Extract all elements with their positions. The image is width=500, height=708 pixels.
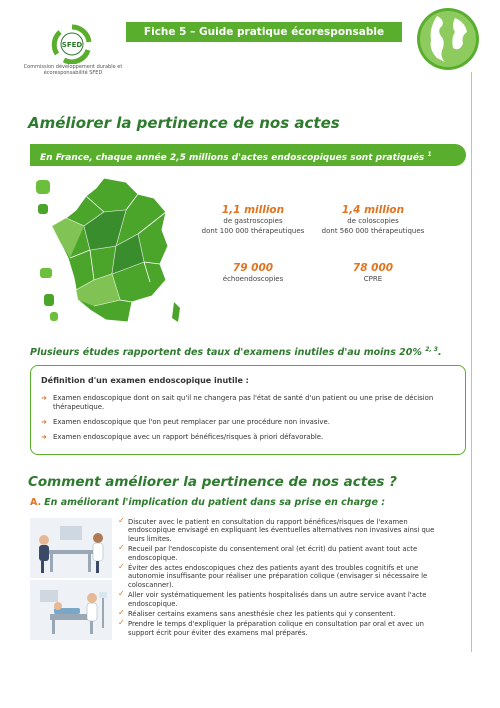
checkmark-icon: ✓ [118,618,125,628]
checkmark-icon: ✓ [118,543,125,553]
definition-item [41,418,455,427]
france-map [34,172,186,332]
stat-desc-line1: CPRE [363,275,383,283]
stat-value: 79 000 [232,262,274,274]
stats-banner [30,144,466,166]
studies-end: . [437,347,442,359]
checklist-item [118,610,452,618]
checklist-item [118,564,452,589]
logo-text: SFED [61,41,83,49]
definition-item-text: Examen endoscopique avec un rapport bénéfices/risques à priori défavorable. [53,433,324,441]
definition-box [30,365,466,455]
stat-value: 78 000 [352,262,394,274]
checklist-item [118,620,452,637]
checkmark-icon: ✓ [118,516,125,525]
arrow-right-icon: ➜ [41,418,47,426]
consultation-illustration [30,518,112,578]
checklist-item-text: Prendre le temps d'expliquer la préparation colique en consultation par oral et avec un support écrit pour éviter des examens mal préparés. [128,620,424,637]
definition-item [41,433,455,442]
checklist-item-text: Aller voir systématiquement les patients hospitalisés dans un autre service avant l'acte endoscopique. [128,591,427,608]
checklist-item [118,518,452,543]
stat-cpre [298,262,448,284]
dom-tom-islands [36,180,58,321]
arrow-right-icon: ➜ [41,433,47,441]
stat-value: 1,4 million [341,204,405,216]
checklist-item-text: Discuter avec le patient en consultation du rapport bénéfices/risques de l'examen endoscopique envisagé en expliquant les éventuelles alternatives non invasives ainsi que leurs limites. [128,518,435,543]
checklist-item [118,545,452,562]
stat-desc-line1: de coloscopies [347,217,399,225]
stats-banner-text: En France, chaque année 2,5 millions d'actes endoscopiques sont pratiqués [40,153,425,163]
stats-banner-ref: 1 [427,151,432,158]
org-caption: Commission développement durable et écoresponsabilité SFED [23,64,123,76]
checklist [118,518,452,639]
stat-coloscopies [298,204,448,236]
stat-desc-line2: dont 560 000 thérapeutiques [321,227,425,235]
globe-icon [415,6,481,72]
definition-item-text: Examen endoscopique que l'on peut remplacer par une procédure non invasive. [53,418,330,426]
stat-desc-line2: dont 100 000 thérapeutiques [201,227,305,235]
subsection-letter: A. [30,497,42,508]
fiche-title: Fiche 5 – Guide pratique écoresponsable [126,22,402,42]
stat-value: 1,1 million [221,204,285,216]
checkmark-icon: ✓ [118,562,125,572]
definition-title: Définition d'un examen endoscopique inutile : [41,376,249,385]
sfed-logo [44,24,100,64]
checklist-item-text: Recueil par l'endoscopiste du consentement oral (et écrit) du patient avant tout acte endoscopique. [128,545,418,562]
subsection-a-title [30,497,385,508]
checkmark-icon: ✓ [118,589,125,599]
subsection-text: En améliorant l'implication du patient dans sa prise en charge : [44,497,386,508]
studies-ref: 2, 3 [425,346,438,353]
stat-desc-line1: de gastroscopies [223,217,283,225]
section-title-how: Comment améliorer la pertinence de nos actes ? [28,474,397,490]
checklist-item-text: Réaliser certains examens sans anesthésie chez les patients qui y consentent. [128,610,396,619]
checkmark-icon: ✓ [118,608,125,618]
section-title-pertinence: Améliorer la pertinence de nos actes [28,114,340,132]
hospital-illustration [30,580,112,640]
stat-desc-line1: échoendoscopies [222,275,284,283]
side-divider [471,72,472,652]
definition-item [41,394,455,412]
studies-statement [30,346,470,358]
checklist-item [118,591,452,608]
arrow-right-icon: ➜ [41,394,47,402]
checklist-item-text: Éviter des actes endoscopiques chez des patients ayant des troubles cognitifs et une autonomie insuffisante pour réaliser une préparation colique (envisager si nécessaire le coloscanner). [128,564,428,589]
studies-text: Plusieurs études rapportent des taux d'examens inutiles d'au moins 20% [30,347,422,359]
definition-item-text: Examen endoscopique dont on sait qu'il ne changera pas l'état de santé d'un patient ou une prise de décision thérapeutique. [53,394,434,411]
